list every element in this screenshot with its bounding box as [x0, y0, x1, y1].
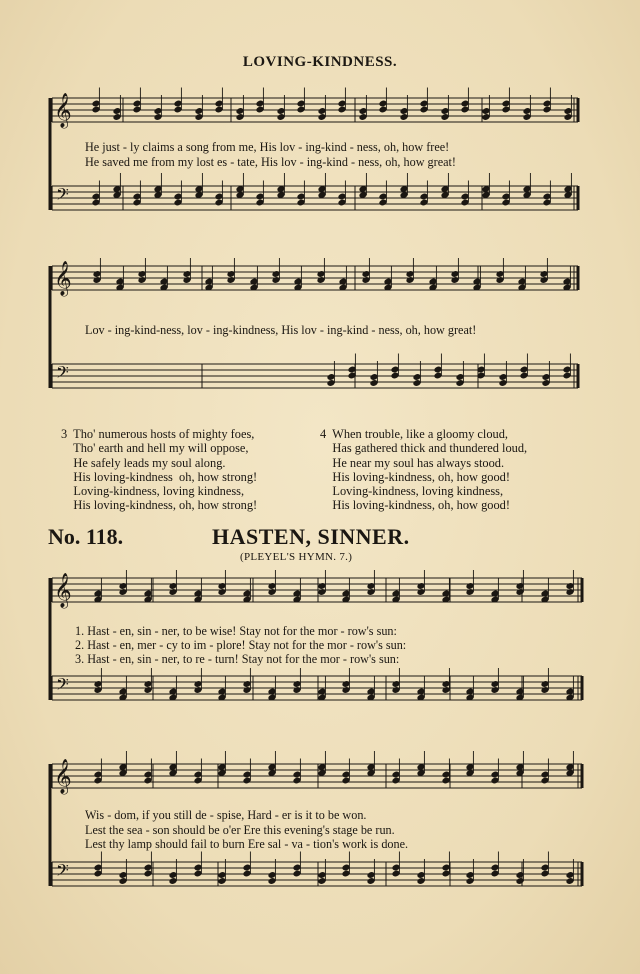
lyric-line: 1. Hast - en, sin - ner, to be wise! Stay not for the mor - row's sun:	[75, 624, 397, 638]
lyric-line: He just - ly claims a song from me, His lov - ing-kind - ness, oh, how free!	[85, 140, 450, 154]
lyric-line: 2. Hast - en, mer - cy to im - plore! Stay not for the mor - row's sun:	[75, 638, 407, 652]
verse-3: 3 Tho' numerous hosts of mighty foes, Tho' earth and hell my will oppose, He safely leads my soul along. His loving-kindness oh, how strong! Loving-kindness, loving kindness, His loving-kindness, oh, how strong!	[61, 427, 258, 513]
hymn-tune-subtitle: (PLEYEL'S HYMN. 7.)	[240, 551, 353, 563]
treble-clef: 𝄞	[54, 261, 72, 296]
treble-clef: 𝄞	[54, 759, 72, 794]
lyric-line: 3. Hast - en, sin - ner, to re - turn! Stay not for the mor - row's sun:	[75, 652, 400, 666]
lyric-line: Lov - ing-kind-ness, lov - ing-kindness, His lov - ing-kind - ness, oh, how great!	[85, 323, 477, 337]
hymn-title-hasten-sinner: HASTEN, SINNER.	[212, 524, 410, 549]
lyric-line: Lest the sea - son should be o'er Ere this evening's stage be run.	[85, 823, 395, 837]
hymn-title-loving-kindness: LOVING-KINDNESS.	[242, 54, 398, 70]
verse-4: 4 When trouble, like a gloomy cloud, Has gathered thick and thundered loud, He near my soul has always stood. His loving-kindness, oh, how good! Loving-kindness, loving kindness, His loving-kindness, oh, how good!	[320, 427, 528, 513]
hymn-number: No. 118.	[48, 524, 124, 549]
lyric-line: Wis - dom, if you still de - spise, Hard - er is it to be won.	[85, 808, 367, 822]
lyric-line: Lest thy lamp should fail to burn Ere sal - va - tion's work is done.	[85, 837, 409, 851]
treble-clef: 𝄞	[54, 573, 72, 608]
treble-clef: 𝄞	[54, 93, 72, 128]
bass-clef: 𝄢	[56, 860, 69, 884]
bass-clef: 𝄢	[56, 674, 69, 698]
bass-clef: 𝄢	[56, 184, 69, 208]
bass-clef: 𝄢	[56, 362, 69, 386]
lyric-line: He saved me from my lost es - tate, His lov - ing-kind - ness, oh, how great!	[85, 155, 456, 169]
